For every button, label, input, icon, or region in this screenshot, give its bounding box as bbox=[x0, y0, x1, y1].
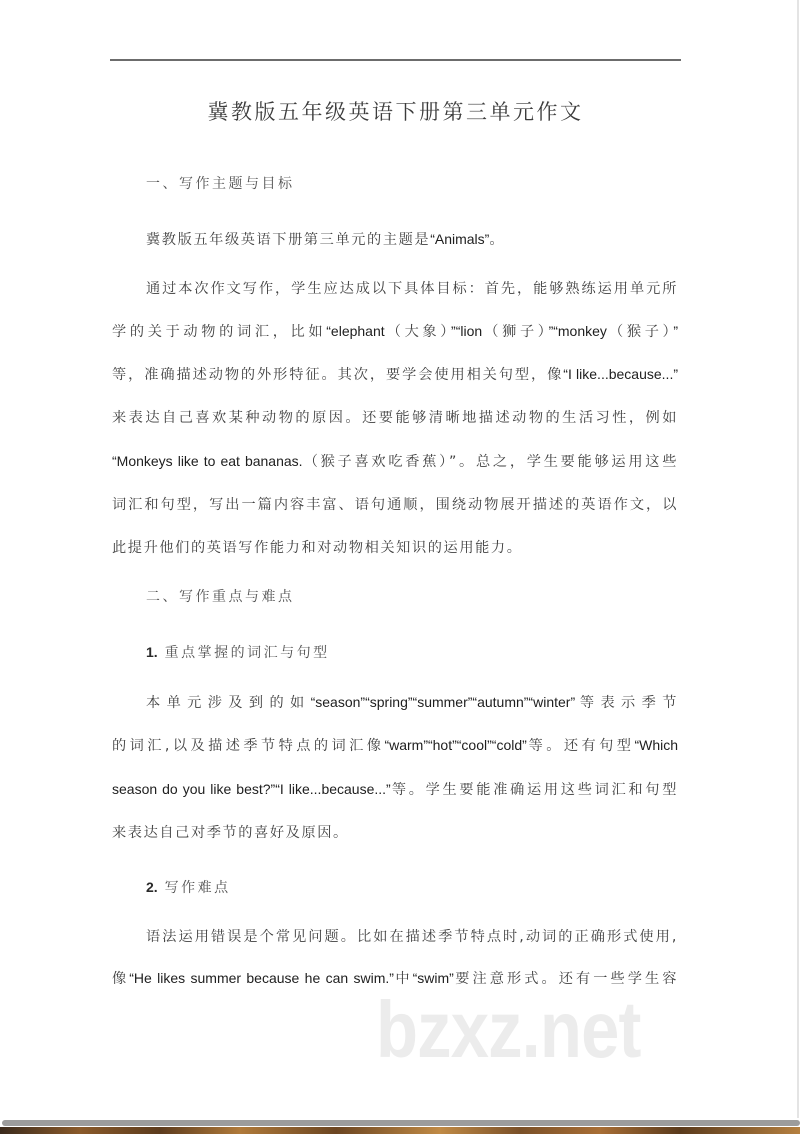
text-segment: 来表达自己喜欢某种动物的原因。还要能够清晰地描述动物的生活习性，例如 bbox=[112, 410, 678, 426]
background-image-strip bbox=[0, 1127, 800, 1134]
text-segment: 等。学生要能准确运用这些词汇和句型 bbox=[390, 782, 678, 798]
subsection-title: 重点掌握的词汇与句型 bbox=[164, 645, 330, 661]
paragraph-goals-line-3 bbox=[112, 364, 678, 384]
english-term: ” bbox=[673, 323, 678, 339]
text-segment: （狮子） bbox=[482, 324, 549, 340]
english-term: season do you like best?”“I like...because...” bbox=[112, 781, 391, 797]
text-segment: 等，准确描述动物的外形特征。其次，要学会使用相关句型，像 bbox=[112, 367, 564, 383]
paragraph-goals-line-5 bbox=[112, 451, 678, 471]
paragraph-difficulty-line-2 bbox=[112, 968, 678, 988]
paragraph-theme bbox=[146, 229, 678, 249]
english-term: “swim” bbox=[412, 970, 454, 986]
english-term: ”“lion bbox=[451, 323, 483, 339]
section-heading-1: 一、写作主题与目标 bbox=[146, 176, 295, 192]
text-segment: 等表示季节 bbox=[575, 695, 678, 711]
text-segment: 。 bbox=[489, 232, 506, 248]
paragraph-goals-line-4 bbox=[112, 407, 678, 427]
paragraph-goals-line-2 bbox=[112, 321, 678, 341]
text-segment: 的词汇,以及描述季节特点的词汇像 bbox=[112, 738, 385, 754]
text-segment: 语法运用错误是个常见问题。比如在描述季节特点时,动词的正确形式使用, bbox=[146, 929, 678, 945]
section-heading-2: 二、写作重点与难点 bbox=[146, 589, 295, 605]
text-segment: 冀教版五年级英语下册第三单元的主题是 bbox=[146, 232, 431, 248]
text-segment: 中 bbox=[393, 971, 413, 987]
text-segment: 本单元涉及到的如 bbox=[146, 695, 311, 711]
english-term: “Which bbox=[634, 737, 678, 753]
text-segment: 像 bbox=[112, 971, 130, 987]
subsection-number: 2. bbox=[146, 879, 158, 895]
subsection-number: 1. bbox=[146, 644, 158, 660]
watermark-text: bzxz.net bbox=[376, 985, 641, 1074]
english-term: “I like...because...” bbox=[563, 366, 678, 382]
paragraph-vocab-line-3 bbox=[112, 779, 678, 799]
header-rule bbox=[110, 59, 681, 61]
document-title: 冀教版五年级英语下册第三单元作文 bbox=[207, 100, 584, 124]
english-term: “elephant bbox=[326, 323, 385, 339]
subsection-heading-2 bbox=[146, 877, 678, 897]
text-segment: 通过本次作文写作，学生应达成以下具体目标：首先，能够熟练运用单元所 bbox=[146, 281, 678, 297]
text-segment: （猴子喜欢吃香蕉）”。总之，学生要能够运用这些 bbox=[302, 454, 678, 470]
text-segment: （大象） bbox=[384, 324, 452, 340]
text-segment: 等。还有句型 bbox=[526, 738, 635, 754]
paragraph-goals-line-7 bbox=[112, 537, 678, 557]
english-term: “Animals” bbox=[430, 231, 490, 247]
text-segment: 要注意形式。还有一些学生容 bbox=[453, 971, 678, 987]
paragraph-goals-line-6 bbox=[112, 494, 678, 514]
text-segment: 此提升他们的英语写作能力和对动物相关知识的运用能力。 bbox=[112, 540, 523, 556]
subsection-heading-1 bbox=[146, 642, 678, 662]
paragraph-vocab-line-2 bbox=[112, 735, 678, 755]
text-segment: 来表达自己对季节的喜好及原因。 bbox=[112, 825, 349, 841]
english-term: “season”“spring”“summer”“autumn”“winter” bbox=[310, 694, 576, 710]
text-segment: 词汇和句型，写出一篇内容丰富、语句通顺，围绕动物展开描述的英语作文，以 bbox=[112, 497, 678, 513]
english-term: ”“monkey bbox=[548, 323, 607, 339]
paragraph-goals-line-1 bbox=[146, 278, 678, 298]
horizontal-scrollbar[interactable] bbox=[2, 1120, 800, 1126]
english-term: “He likes summer because he can swim.” bbox=[129, 970, 394, 986]
paragraph-difficulty-line-1 bbox=[146, 926, 678, 946]
english-term: “warm”“hot”“cool”“cold” bbox=[384, 737, 527, 753]
text-segment: （猴子） bbox=[606, 324, 674, 340]
english-term: “Monkeys like to eat bananas. bbox=[112, 453, 303, 469]
paragraph-vocab-line-1 bbox=[146, 692, 678, 712]
text-segment: 学的关于动物的词汇，比如 bbox=[112, 324, 327, 340]
paragraph-vocab-line-4 bbox=[112, 822, 678, 842]
subsection-title: 写作难点 bbox=[164, 880, 231, 896]
